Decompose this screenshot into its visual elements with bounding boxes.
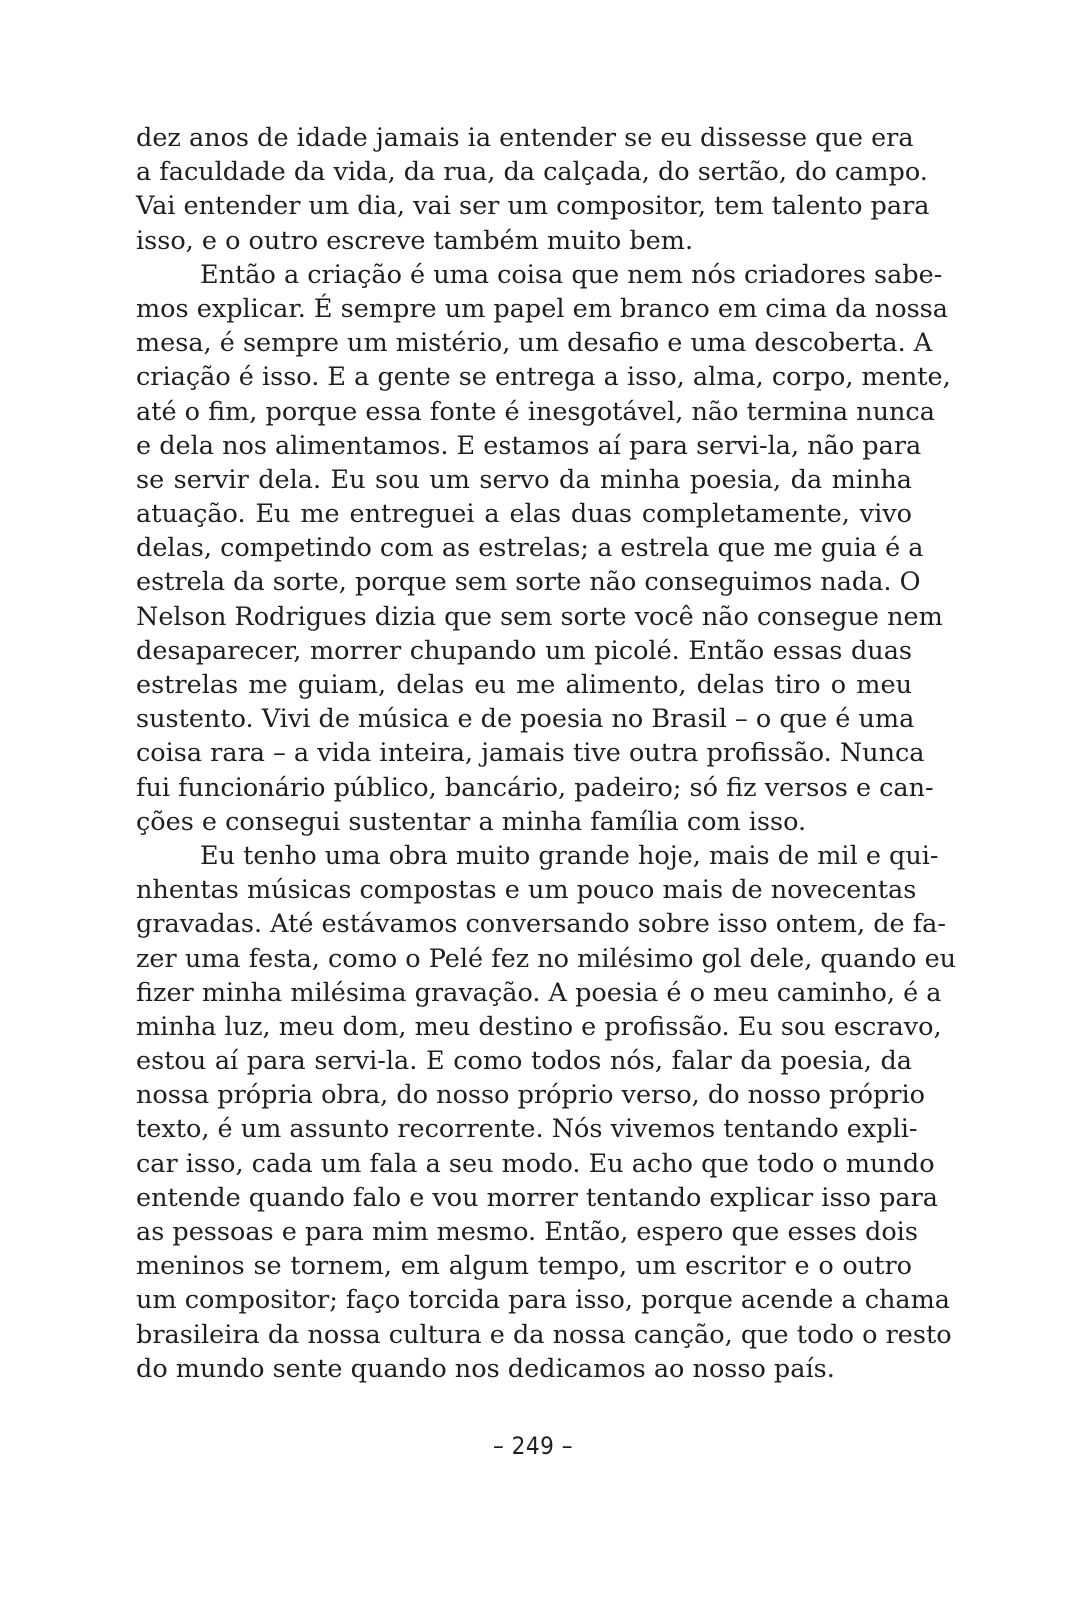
text-line: isso, e o outro escreve também muito bem.	[136, 225, 694, 256]
text-line: estrela da sorte, porque sem sorte não conseguimos nada. O	[136, 567, 921, 598]
text-line: a faculdade da vida, da rua, da calçada, do sertão, do campo.	[136, 157, 928, 188]
text-line: nossa própria obra, do nosso próprio verso, do nosso próprio	[136, 1080, 925, 1111]
text-line: estou aí para servi-la. E como todos nós, falar da poesia, da	[136, 1046, 912, 1077]
text-line: Então a criação é uma coisa que nem nós criadores sabe-	[200, 259, 943, 290]
text-line: mesa, é sempre um mistério, um desafio e uma descoberta. A	[136, 328, 933, 359]
text-line: delas, competindo com as estrelas; a estrela que me guia é a	[136, 533, 924, 564]
text-line: texto, é um assunto recorrente. Nós vivemos tentando expli-	[136, 1114, 918, 1145]
text-line: gravadas. Até estávamos conversando sobre isso ontem, de fa-	[136, 909, 946, 940]
text-line: zer uma festa, como o Pelé fez no milésimo gol dele, quando eu	[136, 943, 957, 974]
text-line: Eu tenho uma obra muito grande hoje, mais de mil e qui-	[200, 840, 939, 871]
text-line: sustento. Vivi de música e de poesia no Brasil – o que é uma	[136, 704, 915, 735]
text-line: brasileira da nossa cultura e da nossa canção, que todo o resto	[136, 1319, 952, 1350]
text-line: minha luz, meu dom, meu destino e profissão. Eu sou escravo,	[136, 1011, 942, 1042]
text-line: as pessoas e para mim mesmo. Então, espero que esses dois	[136, 1217, 918, 1247]
text-line: coisa rara – a vida inteira, jamais tive outra profissão. Nunca	[136, 738, 925, 769]
text-line: mos explicar. É sempre um papel em branco em cima da nossa	[136, 293, 948, 324]
text-line: Nelson Rodrigues dizia que sem sorte você não consegue nem	[136, 601, 943, 632]
text-line: se servir dela. Eu sou um servo da minha poesia, da minha	[136, 464, 912, 495]
text-line: car isso, cada um fala a seu modo. Eu acho que todo o mundo	[136, 1148, 935, 1179]
text-line: um compositor; faço torcida para isso, porque acende a chama	[136, 1285, 951, 1316]
page-number: – 249 –	[493, 1432, 573, 1460]
text-line: fizer minha milésima gravação. A poesia é o meu caminho, é a	[136, 977, 942, 1008]
body-text	[136, 121, 957, 1386]
text-line: meninos se tornem, em algum tempo, um escritor e o outro	[136, 1251, 912, 1282]
text-line: e dela nos alimentamos. E estamos aí para servi-la, não para	[136, 430, 922, 461]
text-line: dez anos de idade jamais ia entender se eu dissesse que era	[136, 123, 914, 153]
text-line: até o fim, porque essa fonte é inesgotável, não termina nunca	[136, 396, 935, 427]
text-line: do mundo sente quando nos dedicamos ao nosso país.	[136, 1353, 835, 1384]
text-line: nhentas músicas compostas e um pouco mais de novecentas	[136, 875, 917, 906]
text-line: criação é isso. E a gente se entrega a isso, alma, corpo, mente,	[136, 362, 951, 393]
text-line: estrelas me guiam, delas eu me alimento, delas tiro o meu	[136, 670, 912, 700]
text-line: ções e consegui sustentar a minha família com isso.	[136, 806, 807, 837]
text-line: Vai entender um dia, vai ser um compositor, tem talento para	[136, 191, 930, 222]
text-line: fui funcionário público, bancário, padeiro; só fiz versos e can-	[136, 772, 934, 803]
text-line: entende quando falo e vou morrer tentando explicar isso para	[136, 1182, 938, 1213]
text-line: desaparecer, morrer chupando um picolé. Então essas duas	[136, 635, 912, 666]
text-line: atuação. Eu me entreguei a elas duas completamente, vivo	[136, 499, 912, 530]
